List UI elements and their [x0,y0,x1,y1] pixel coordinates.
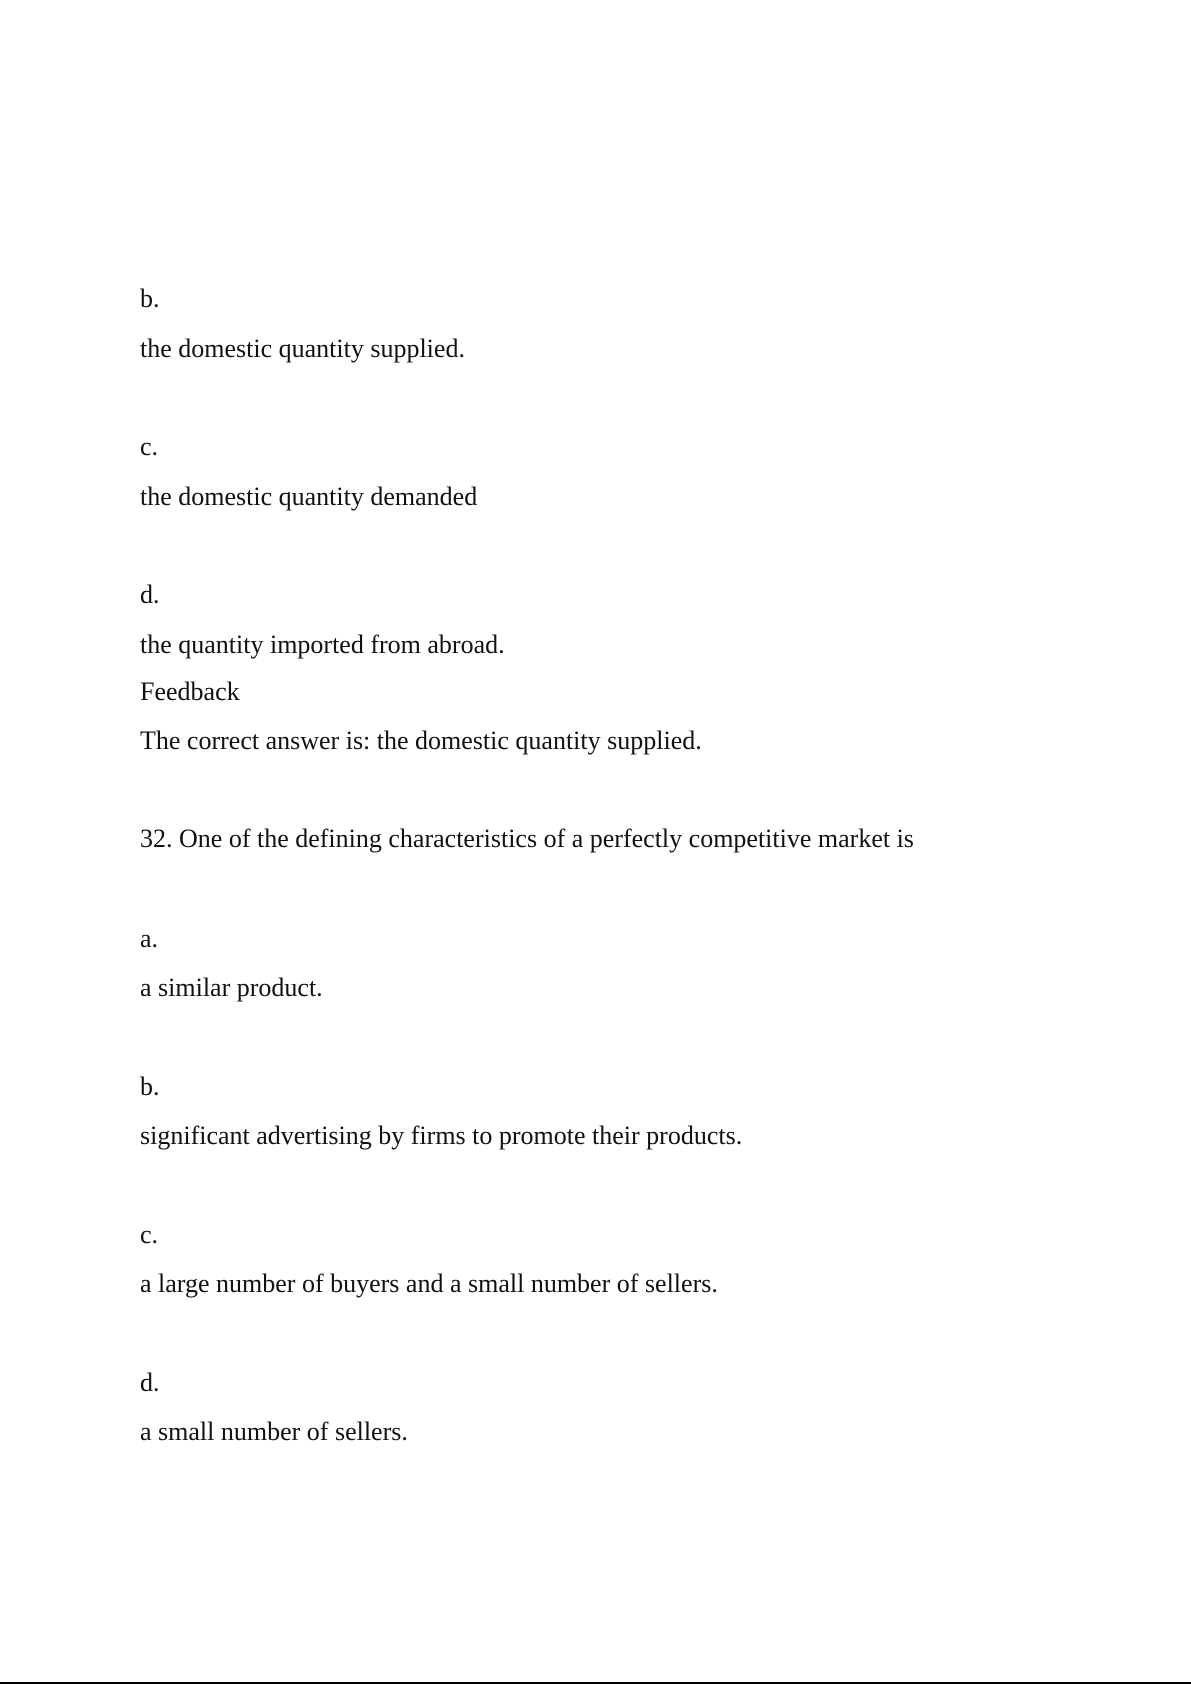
option-text-b: the domestic quantity supplied. [140,334,465,363]
page-bottom-rule [0,1682,1191,1684]
option-text-b: significant advertising by firms to promote their products. [140,1121,743,1150]
question-32-prompt: 32. One of the defining characteristics of a perfectly competitive market is [140,824,914,853]
option-text-c: the domestic quantity demanded [140,482,478,511]
feedback-heading: Feedback [140,677,240,706]
option-label-c: c. [140,1220,159,1249]
option-text-c: a large number of buyers and a small number of sellers. [140,1269,718,1298]
option-text-d: the quantity imported from abroad. [140,630,505,659]
option-label-b: b. [140,1072,160,1101]
option-text-d: a small number of sellers. [140,1417,408,1446]
option-label-d: d. [140,1368,160,1397]
option-label-d: d. [140,580,160,609]
option-text-a: a similar product. [140,973,323,1002]
option-label-a: a. [140,924,159,953]
feedback-text: The correct answer is: the domestic quantity supplied. [140,726,702,755]
option-label-b: b. [140,284,160,313]
option-label-c: c. [140,432,159,461]
